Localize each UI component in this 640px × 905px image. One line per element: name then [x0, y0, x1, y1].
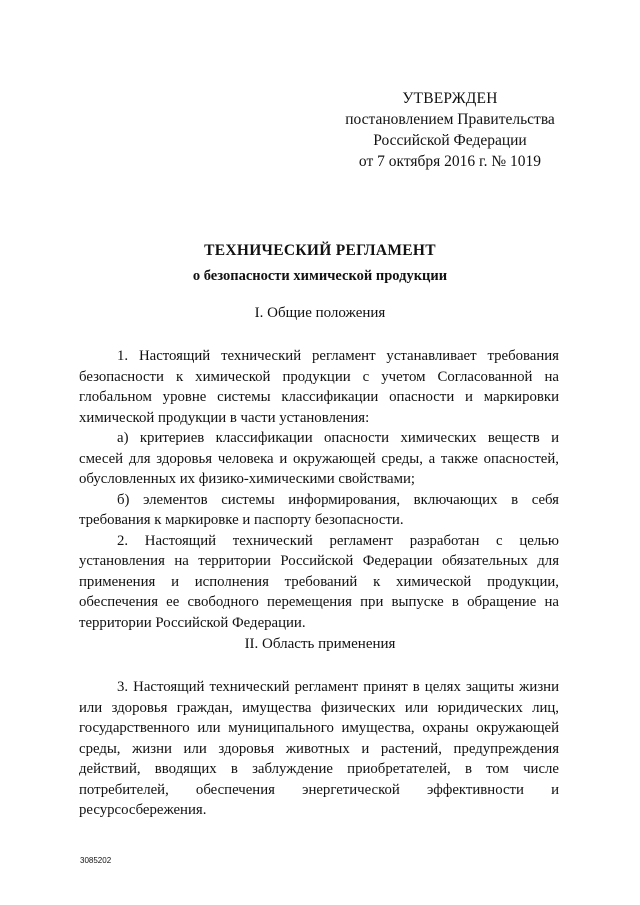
document-subtitle: о безопасности химической продукции	[192, 268, 448, 284]
approval-stamp	[330, 88, 570, 172]
document-code: 3085202	[80, 856, 112, 865]
approval-line-date-number: от 7 октября 2016 г. № 1019	[358, 153, 542, 170]
paragraph-3: 3. Настоящий технический регламент принят в целях защиты жизни или здоровья граждан, имущества физических или юридических лиц, государственного или муниципального имущества, охраны окружающей среды, жизни или здоровья животных и растений, предупреждения действий, вводящих в заблуждение приобретателей, в том числе потребителей, обеспечения энергетической эффективности и ресурсосбережения.	[79, 679, 559, 818]
approval-heading: УТВЕРЖДЕН	[402, 90, 498, 107]
section-body-scope	[79, 677, 559, 821]
document-title-block	[0, 240, 640, 287]
section-heading-scope: II. Область применения	[244, 636, 396, 652]
paragraph-1b: б) элементов системы информирования, включающих в себя требования к маркировке и паспорту безопасности.	[79, 491, 559, 528]
paragraph-1: 1. Настоящий технический регламент устанавливает требования безопасности к химической продукции с учетом Согласованной на глобальном уровне системы классификации опасности и маркировки химической продукции в части установления:	[79, 348, 559, 426]
section-body-general	[79, 346, 559, 633]
approval-line-federation: Российской Федерации	[373, 132, 527, 149]
paragraph-2: 2. Настоящий технический регламент разработан с целью установления на территории Российской Федерации обязательных для применения и исполнения требований к химической продукции, обеспечения ее свободного перемещения при выпуске в обращение на территории Российской Федерации.	[79, 532, 559, 631]
approval-line-decree: постановлением Правительства	[345, 111, 555, 128]
section-heading-general: I. Общие положения	[254, 305, 386, 321]
paragraph-1a: а) критериев классификации опасности химических веществ и смесей для здоровья человека и окружающей среды, а также опасностей, обусловленных их физико-химическими свойствами;	[79, 430, 559, 487]
document-title: ТЕХНИЧЕСКИЙ РЕГЛАМЕНТ	[204, 242, 436, 259]
